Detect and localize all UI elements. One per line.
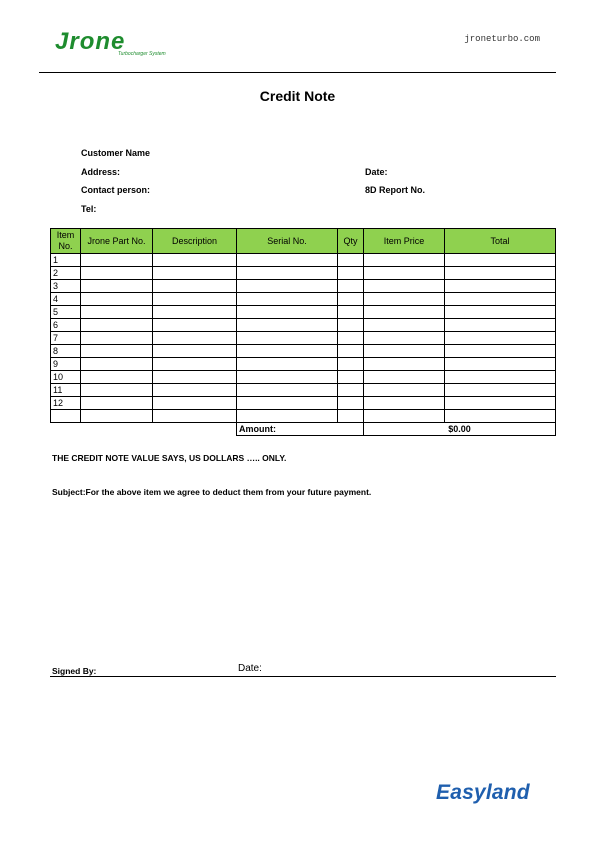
table-cell [445,345,556,358]
table-cell [364,410,445,423]
table-cell [153,410,237,423]
table-cell [153,254,237,267]
table-cell [338,332,364,345]
page-title: Credit Note [259,88,336,104]
row-item-number: 9 [51,358,81,371]
col-item-no: Item No. [51,229,81,254]
row-item-number: 1 [51,254,81,267]
amount-spacer [51,423,237,436]
date-label: Date: [365,167,388,177]
jrone-logo-tagline: Turbocharger System [118,51,166,57]
row-item-number: 4 [51,293,81,306]
table-cell [445,358,556,371]
signed-by-label: Signed By: [52,666,97,676]
table-cell [237,384,338,397]
table-cell [445,397,556,410]
col-qty: Qty [338,229,364,254]
table-header-row [51,229,556,254]
table-cell [237,280,338,293]
table-row [51,293,556,306]
signature-line [50,676,556,677]
table-cell [338,267,364,280]
row-item-number: 10 [51,371,81,384]
row-item-number: 11 [51,384,81,397]
table-cell [364,319,445,332]
table-cell [153,397,237,410]
table-cell [81,306,153,319]
table-cell [445,410,556,423]
row-item-number: 6 [51,319,81,332]
col-total: Total [445,229,556,254]
table-cell [81,371,153,384]
table-cell [153,280,237,293]
table-cell [153,358,237,371]
row-item-number: 12 [51,397,81,410]
table-cell [445,319,556,332]
col-part-no: Jrone Part No. [81,229,153,254]
table-cell [153,267,237,280]
col-description: Description [153,229,237,254]
row-item-number: 3 [51,280,81,293]
table-cell [153,384,237,397]
table-cell [153,293,237,306]
customer-name-label: Customer Name [81,148,151,158]
table-row [51,397,556,410]
table-cell [338,280,364,293]
table-cell [237,293,338,306]
table-row [51,267,556,280]
signature-date-label: Date: [238,663,262,674]
table-cell [445,371,556,384]
table-cell [153,371,237,384]
table-cell [364,384,445,397]
table-cell [364,358,445,371]
table-cell [81,319,153,332]
items-table [50,228,556,436]
table-cell [338,384,364,397]
table-row [51,306,556,319]
table-row [51,280,556,293]
table-cell [237,267,338,280]
table-row [51,254,556,267]
table-cell [237,397,338,410]
table-cell [81,293,153,306]
table-cell [237,410,338,423]
table-cell [338,371,364,384]
table-cell [364,293,445,306]
row-item-number [51,410,81,423]
table-cell [81,280,153,293]
row-item-number: 7 [51,332,81,345]
table-cell [445,332,556,345]
table-cell [364,332,445,345]
table-cell [338,345,364,358]
table-cell [81,332,153,345]
table-row [51,319,556,332]
table-cell [338,358,364,371]
table-cell [237,358,338,371]
contact-person-label: Contact person: [81,185,151,195]
subject-text: Subject:For the above item we agree to deduct them from your future payment. [52,487,372,497]
table-cell [81,254,153,267]
table-cell [153,319,237,332]
table-row [51,410,556,423]
table-row [51,332,556,345]
row-item-number: 5 [51,306,81,319]
table-row [51,345,556,358]
table-cell [237,345,338,358]
table-cell [338,293,364,306]
table-cell [153,306,237,319]
table-cell [364,254,445,267]
table-cell [338,254,364,267]
table-cell [364,397,445,410]
table-cell [338,410,364,423]
col-item-price: Item Price [364,229,445,254]
credit-value-statement: THE CREDIT NOTE VALUE SAYS, US DOLLARS ….. ONLY. [52,453,287,463]
table-cell [445,384,556,397]
table-cell [237,306,338,319]
table-cell [364,306,445,319]
table-cell [237,371,338,384]
table-cell [338,306,364,319]
amount-value: $0.00 [364,423,556,436]
table-cell [237,332,338,345]
table-cell [81,345,153,358]
table-cell [81,384,153,397]
easyland-logo: Easyland [436,781,530,804]
table-row [51,384,556,397]
table-cell [445,254,556,267]
table-row [51,371,556,384]
table-cell [81,358,153,371]
address-label: Address: [81,167,121,177]
tel-label: Tel: [81,204,97,214]
col-serial-no: Serial No. [237,229,338,254]
table-cell [445,267,556,280]
amount-row [51,423,556,436]
row-item-number: 2 [51,267,81,280]
table-cell [364,280,445,293]
jrone-logo: Jrone [55,28,126,55]
report-no-label: 8D Report No. [365,185,426,195]
table-cell [81,410,153,423]
table-cell [81,267,153,280]
table-cell [153,345,237,358]
table-cell [364,371,445,384]
table-cell [237,254,338,267]
table-cell [153,332,237,345]
table-cell [364,267,445,280]
table-cell [445,280,556,293]
website-text: jroneturbo.com [464,34,540,44]
table-cell [445,306,556,319]
table-cell [364,345,445,358]
amount-label: Amount: [237,423,364,436]
table-cell [237,319,338,332]
table-cell [81,397,153,410]
table-cell [338,397,364,410]
row-item-number: 8 [51,345,81,358]
table-cell [338,319,364,332]
header-divider [39,72,556,73]
table-cell [445,293,556,306]
table-row [51,358,556,371]
